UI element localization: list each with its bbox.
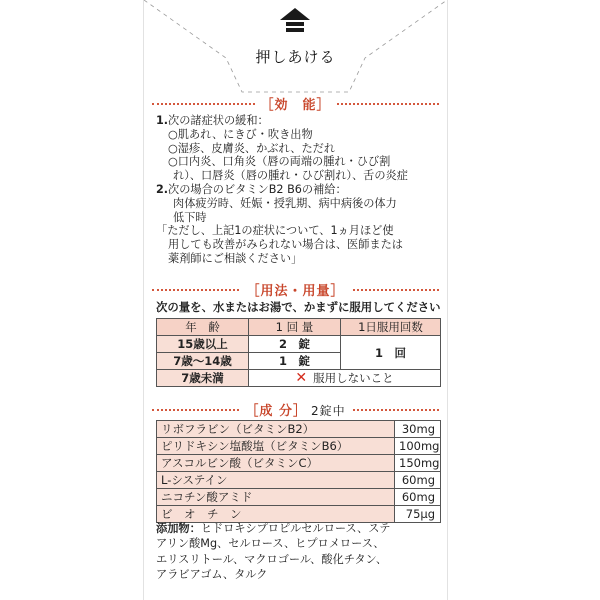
effects-note-3: 薬剤師にご相談ください」 <box>168 251 303 265</box>
ingredient-amount: 60mg <box>395 472 441 489</box>
additives <box>156 521 442 582</box>
additives-line-4: アラビアゴム、タルク <box>156 567 268 581</box>
ingredient-amount: 100mg <box>395 438 441 455</box>
dosage-table <box>156 318 441 387</box>
additives-line-1: 添加物：ヒドロキシプロピルセルロース、ステ <box>156 522 391 535</box>
ingredient-name: L-システイン <box>157 472 395 489</box>
age-cell: 7歳未満 <box>157 370 249 387</box>
table-row <box>157 370 441 387</box>
age-cell: 15歳以上 <box>157 336 249 353</box>
dosage-heading <box>152 283 439 297</box>
table-row <box>157 472 441 489</box>
effects-item-2: 2.次の場合のビタミンB2 B6の補給： <box>156 182 347 196</box>
cross-icon: ✕ <box>295 370 308 386</box>
additives-line-3: エリスリトール、マクロゴール、酸化チタン、 <box>156 552 388 566</box>
effects-sub-1: ○肌あれ、にきび・吹き出物 <box>168 127 313 141</box>
effects-body <box>156 114 442 266</box>
do-not-take-cell: ✕ 服用しないこと <box>249 370 441 387</box>
dosage-header-row <box>157 319 441 336</box>
effects-sub-3a: ○口内炎、口角炎（唇の両端の腫れ・ひび割 <box>168 155 391 169</box>
ingredient-name: ピリドキシン塩酸塩（ビタミンB6） <box>157 438 395 455</box>
push-arrow-icon <box>278 6 312 36</box>
effects-note-1: 「ただし、上記1の症状について、1ヵ月ほど使 <box>156 224 394 238</box>
effects-sub-4a: 肉体疲労時、妊娠・授乳期、病中病後の体力 <box>173 196 397 210</box>
effects-item-1: 1.次の諸症状の緩和： <box>156 114 269 127</box>
dose-header: 1 回 量 <box>249 319 341 336</box>
ingredient-amount: 75μg <box>395 506 441 523</box>
table-row <box>157 506 441 523</box>
ingredient-amount: 150mg <box>395 455 441 472</box>
ingredients-heading <box>152 403 439 417</box>
dose-cell: 2 錠 <box>249 336 341 353</box>
push-open-label: 押しあける <box>255 48 336 66</box>
table-row <box>157 336 441 353</box>
effects-sub-3b: れ）、口唇炎（唇の腫れ・ひび割れ）、舌の炎症 <box>173 169 408 183</box>
dosage-title: ［用法・用量］ <box>240 280 350 299</box>
ingredients-table <box>156 420 441 523</box>
ingredient-name: ニコチン酸アミド <box>157 489 395 506</box>
effects-sub-4b: 低下時 <box>173 210 207 224</box>
table-row <box>157 438 441 455</box>
effects-heading <box>152 97 439 111</box>
dosage-intro: 次の量を、水またはお湯で、かまずに服用してください <box>156 300 441 314</box>
times-cell: 1 回 <box>341 336 441 370</box>
effects-note-2: 用しても改善がみられない場合は、医師または <box>168 238 403 252</box>
additives-line-2: アリン酸Mg、セルロース、ヒプロメロース、 <box>156 537 385 551</box>
ingredients-title: ［成 分］ 2錠中 <box>239 400 351 419</box>
package-panel <box>143 0 448 600</box>
ingredient-name: ビ オ チ ン <box>157 506 395 523</box>
times-header: 1日服用回数 <box>341 319 441 336</box>
dose-cell: 1 錠 <box>249 353 341 370</box>
ingredient-amount: 30mg <box>395 421 441 438</box>
age-header: 年 齢 <box>157 319 249 336</box>
ingredient-name: リボフラビン（ビタミンB2） <box>157 421 395 438</box>
effects-sub-2: ○湿疹、皮膚炎、かぶれ、ただれ <box>168 141 336 155</box>
age-cell: 7歳～14歳 <box>157 353 249 370</box>
table-row <box>157 421 441 438</box>
table-row <box>157 455 441 472</box>
ingredient-amount: 60mg <box>395 489 441 506</box>
ingredient-name: アスコルビン酸（ビタミンC） <box>157 455 395 472</box>
effects-title: ［効 能］ <box>254 94 336 113</box>
table-row <box>157 489 441 506</box>
